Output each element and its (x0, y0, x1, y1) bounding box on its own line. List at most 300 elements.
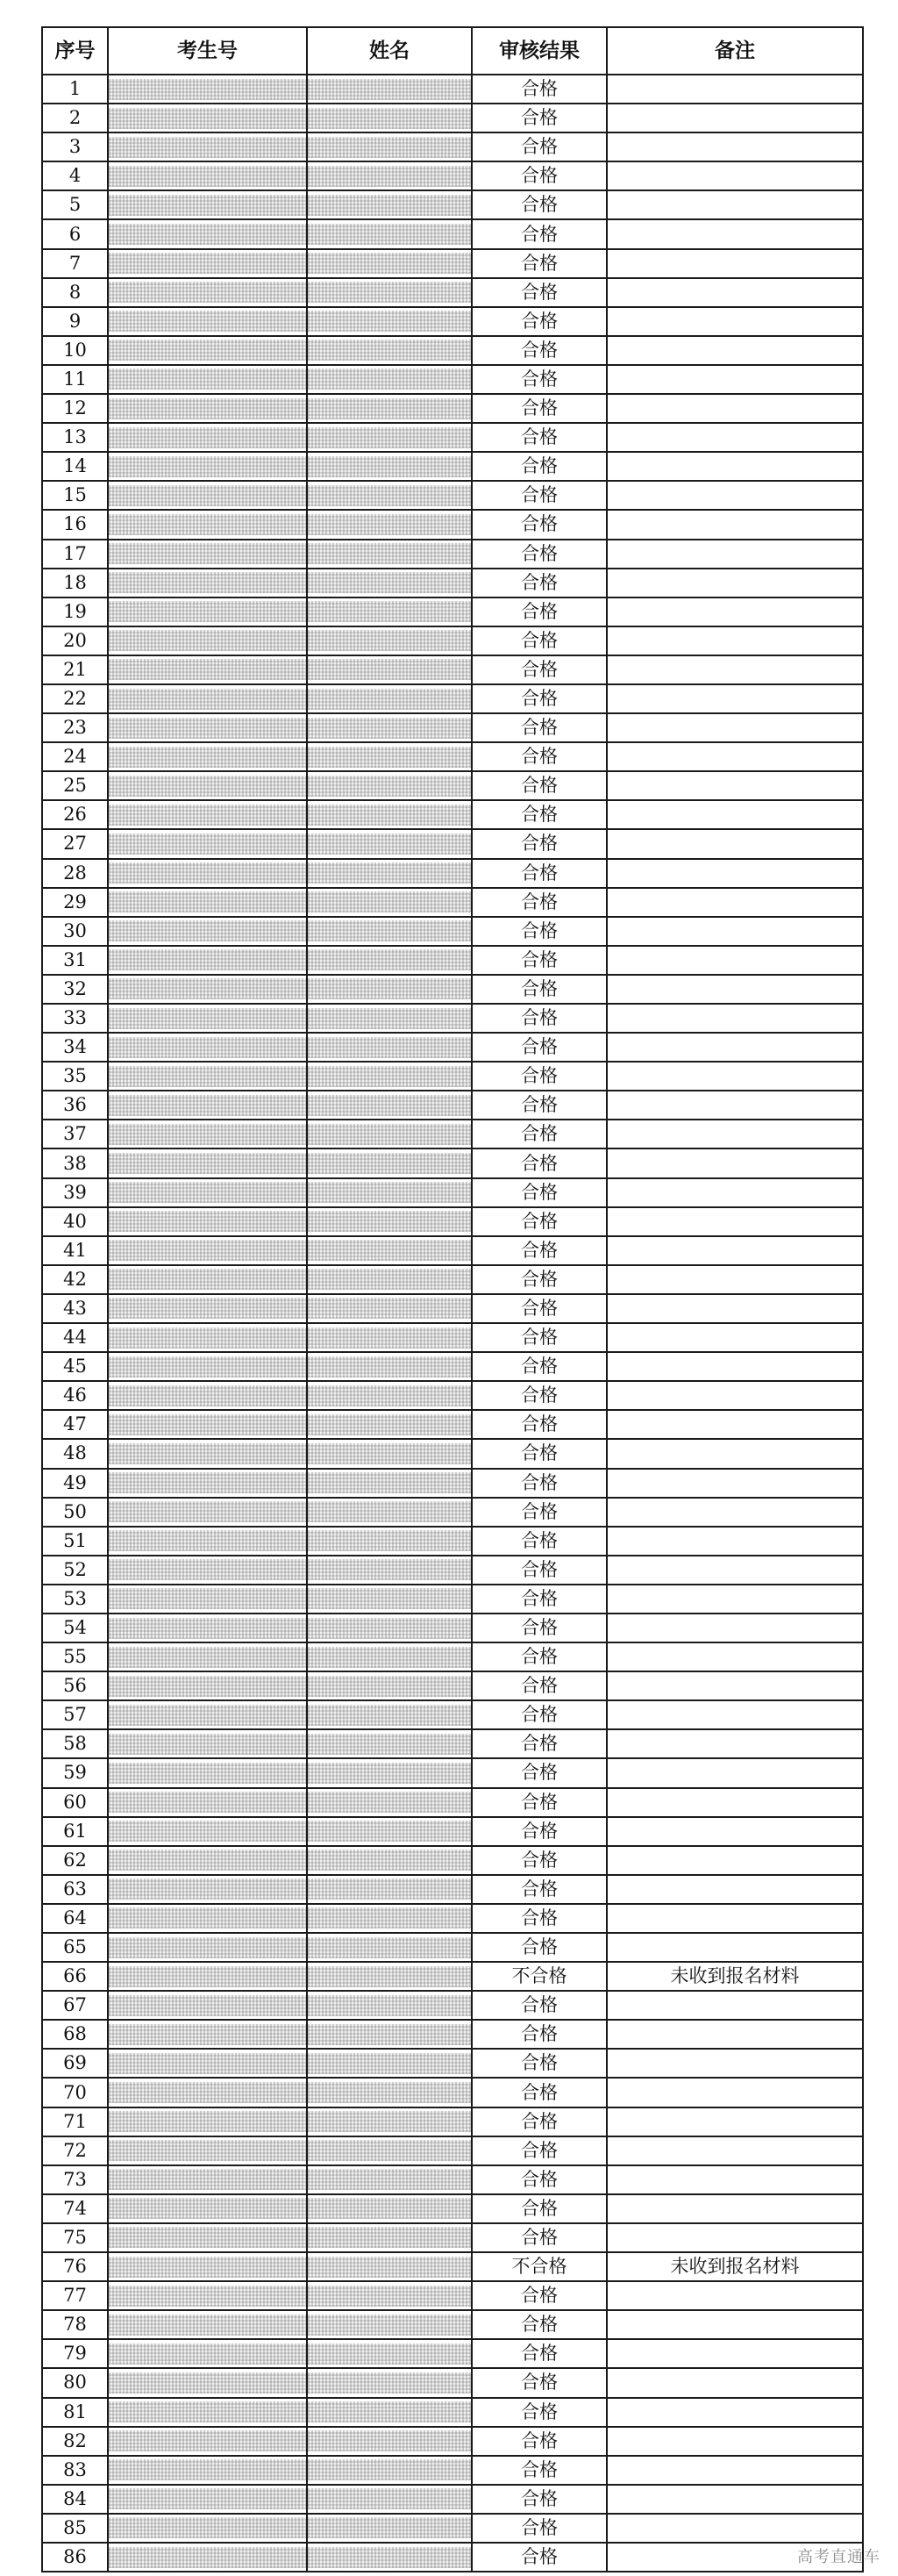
redaction-mask (109, 862, 306, 884)
cell-name-redacted (307, 1527, 472, 1556)
cell-serial-number: 4 (42, 161, 108, 190)
redaction-mask (308, 485, 471, 506)
cell-name-redacted (307, 1729, 472, 1758)
redaction-mask (308, 1298, 471, 1319)
redaction-mask (308, 1559, 471, 1580)
cell-name-redacted (307, 1381, 472, 1410)
table-row (42, 626, 863, 655)
redaction-mask (109, 949, 306, 970)
redaction-mask (308, 2315, 471, 2336)
redaction-mask (109, 224, 306, 245)
redaction-mask (308, 2140, 471, 2161)
cell-serial-number: 12 (42, 394, 108, 423)
cell-exam-id-redacted (108, 1469, 307, 1498)
cell-remark (607, 1817, 863, 1846)
redaction-mask (109, 427, 306, 448)
cell-review-result: 合格 (472, 1148, 607, 1177)
redaction-mask (308, 2343, 471, 2365)
redaction-mask (109, 1066, 306, 1087)
cell-exam-id-redacted (108, 1148, 307, 1177)
cell-serial-number: 82 (42, 2427, 108, 2456)
cell-name-redacted (307, 104, 472, 132)
cell-review-result: 合格 (472, 1033, 607, 1062)
redaction-mask (109, 1792, 306, 1813)
cell-remark (607, 1469, 863, 1498)
cell-review-result: 合格 (472, 1352, 607, 1381)
redaction-mask (109, 747, 306, 768)
cell-exam-id-redacted (108, 655, 307, 684)
redaction-mask (109, 340, 306, 361)
redaction-mask (308, 747, 471, 768)
cell-review-result: 合格 (472, 2281, 607, 2310)
cell-remark (607, 917, 863, 946)
redaction-mask (109, 1907, 306, 1928)
cell-serial-number: 14 (42, 452, 108, 481)
cell-exam-id-redacted (108, 1962, 307, 1991)
cell-review-result: 合格 (472, 2107, 607, 2136)
watermark-text: 高考直通车 (797, 2548, 880, 2566)
cell-exam-id-redacted (108, 394, 307, 423)
cell-serial-number: 28 (42, 859, 108, 888)
cell-exam-id-redacted (108, 278, 307, 307)
cell-review-result: 合格 (472, 2368, 607, 2397)
cell-remark (607, 219, 863, 248)
table-row (42, 1207, 863, 1236)
redaction-mask (109, 195, 306, 216)
cell-serial-number: 56 (42, 1671, 108, 1700)
cell-remark (607, 888, 863, 917)
cell-name-redacted (307, 1323, 472, 1352)
redaction-mask (308, 108, 471, 129)
cell-remark (607, 1178, 863, 1207)
cell-exam-id-redacted (108, 742, 307, 771)
table-row (42, 2136, 863, 2165)
cell-review-result: 合格 (472, 104, 607, 132)
cell-serial-number: 7 (42, 249, 108, 278)
redaction-mask (308, 311, 471, 332)
cell-exam-id-redacted (108, 336, 307, 365)
table-row (42, 1527, 863, 1556)
cell-remark (607, 1642, 863, 1671)
redaction-mask (109, 1298, 306, 1319)
redaction-mask (308, 1995, 471, 2016)
cell-review-result: 合格 (472, 1323, 607, 1352)
redaction-mask (308, 1240, 471, 1261)
cell-name-redacted (307, 540, 472, 569)
cell-exam-id-redacted (108, 1178, 307, 1207)
cell-review-result: 合格 (472, 684, 607, 713)
redaction-mask (109, 456, 306, 477)
cell-name-redacted (307, 2136, 472, 2165)
cell-remark (607, 742, 863, 771)
cell-serial-number: 5 (42, 190, 108, 219)
table-row (42, 278, 863, 307)
cell-review-result: 合格 (472, 1236, 607, 1265)
cell-remark (607, 1120, 863, 1148)
cell-name-redacted (307, 365, 472, 394)
table-row (42, 336, 863, 365)
cell-name-redacted (307, 1846, 472, 1875)
cell-serial-number: 39 (42, 1178, 108, 1207)
cell-name-redacted (307, 75, 472, 104)
cell-name-redacted (307, 1091, 472, 1120)
cell-name-redacted (307, 946, 472, 975)
cell-review-result: 合格 (472, 1469, 607, 1498)
redaction-mask (109, 805, 306, 826)
cell-serial-number: 30 (42, 917, 108, 946)
cell-name-redacted (307, 2281, 472, 2310)
cell-remark (607, 975, 863, 1004)
cell-exam-id-redacted (108, 2078, 307, 2107)
redaction-mask (109, 369, 306, 390)
cell-name-redacted (307, 1642, 472, 1671)
cell-review-result: 合格 (472, 278, 607, 307)
cell-review-result: 合格 (472, 2078, 607, 2107)
redaction-mask (308, 543, 471, 564)
redaction-mask (308, 949, 471, 970)
table-row (42, 2310, 863, 2339)
cell-serial-number: 51 (42, 1527, 108, 1556)
redaction-mask (308, 2517, 471, 2538)
cell-exam-id-redacted (108, 2107, 307, 2136)
table-row (42, 917, 863, 946)
cell-remark: 未收到报名材料 (607, 2252, 863, 2281)
cell-serial-number: 40 (42, 1207, 108, 1236)
cell-name-redacted (307, 1991, 472, 2020)
header-review-result: 审核结果 (472, 27, 607, 75)
cell-review-result: 合格 (472, 626, 607, 655)
cell-name-redacted (307, 1614, 472, 1642)
cell-serial-number: 58 (42, 1729, 108, 1758)
redaction-mask (308, 2488, 471, 2509)
redaction-mask (308, 369, 471, 390)
redaction-mask (308, 1850, 471, 1871)
cell-remark (607, 1265, 863, 1294)
cell-serial-number: 62 (42, 1846, 108, 1875)
cell-serial-number: 65 (42, 1933, 108, 1962)
cell-review-result: 合格 (472, 1207, 607, 1236)
cell-review-result: 合格 (472, 2310, 607, 2339)
cell-review-result: 合格 (472, 1846, 607, 1875)
cell-review-result: 不合格 (472, 1962, 607, 1991)
table-row (42, 975, 863, 1004)
header-serial-number: 序号 (42, 27, 108, 75)
cell-remark (607, 1729, 863, 1758)
cell-serial-number: 80 (42, 2368, 108, 2397)
cell-exam-id-redacted (108, 2223, 307, 2252)
redaction-mask (308, 1878, 471, 1900)
cell-exam-id-redacted (108, 2252, 307, 2281)
cell-exam-id-redacted (108, 1585, 307, 1614)
cell-exam-id-redacted (108, 1120, 307, 1148)
redaction-mask (308, 1966, 471, 1987)
cell-exam-id-redacted (108, 2456, 307, 2485)
redaction-mask (109, 2459, 306, 2480)
cell-exam-id-redacted (108, 481, 307, 510)
cell-review-result: 合格 (472, 2398, 607, 2427)
redaction-mask (308, 1763, 471, 1784)
redaction-mask (109, 689, 306, 710)
cell-name-redacted (307, 800, 472, 829)
cell-review-result: 合格 (472, 2339, 607, 2368)
cell-review-result: 合格 (472, 946, 607, 975)
cell-serial-number: 19 (42, 597, 108, 626)
cell-remark (607, 1700, 863, 1729)
cell-exam-id-redacted (108, 1439, 307, 1468)
redaction-mask (109, 1995, 306, 2016)
cell-name-redacted (307, 1933, 472, 1962)
table-row (42, 75, 863, 104)
cell-name-redacted (307, 1469, 472, 1498)
cell-name-redacted (307, 888, 472, 917)
cell-name-redacted (307, 1352, 472, 1381)
cell-name-redacted (307, 2514, 472, 2543)
cell-exam-id-redacted (108, 2136, 307, 2165)
redaction-mask (308, 1037, 471, 1058)
cell-review-result: 合格 (472, 2194, 607, 2223)
cell-exam-id-redacted (108, 2485, 307, 2514)
cell-exam-id-redacted (108, 1817, 307, 1846)
cell-exam-id-redacted (108, 1265, 307, 1294)
cell-review-result: 合格 (472, 569, 607, 597)
cell-review-result: 合格 (472, 1700, 607, 1729)
cell-name-redacted (307, 1700, 472, 1729)
table-row (42, 1410, 863, 1439)
cell-name-redacted (307, 1004, 472, 1033)
redaction-mask (308, 1907, 471, 1928)
cell-exam-id-redacted (108, 1294, 307, 1323)
table-row (42, 510, 863, 539)
cell-review-result: 合格 (472, 1381, 607, 1410)
cell-remark (607, 1875, 863, 1904)
redaction-mask (109, 1211, 306, 1232)
redaction-mask (308, 1443, 471, 1464)
cell-exam-id-redacted (108, 510, 307, 539)
cell-exam-id-redacted (108, 771, 307, 800)
redaction-mask (308, 1385, 471, 1406)
cell-review-result: 合格 (472, 132, 607, 161)
cell-serial-number: 10 (42, 336, 108, 365)
cell-serial-number: 85 (42, 2514, 108, 2543)
cell-serial-number: 68 (42, 2020, 108, 2049)
cell-remark (607, 2194, 863, 2223)
cell-review-result: 合格 (472, 2223, 607, 2252)
cell-name-redacted (307, 2078, 472, 2107)
cell-name-redacted (307, 2107, 472, 2136)
table-body (42, 75, 863, 2572)
cell-remark: 未收到报名材料 (607, 1962, 863, 1991)
table-row (42, 1178, 863, 1207)
cell-review-result: 合格 (472, 2020, 607, 2049)
cell-remark (607, 1991, 863, 2020)
redaction-mask (109, 514, 306, 535)
table-row (42, 597, 863, 626)
table-row (42, 742, 863, 771)
cell-serial-number: 78 (42, 2310, 108, 2339)
cell-exam-id-redacted (108, 1875, 307, 1904)
cell-serial-number: 72 (42, 2136, 108, 2165)
table-row (42, 1498, 863, 1527)
cell-name-redacted (307, 1033, 472, 1062)
table-row (42, 1788, 863, 1817)
redaction-mask (109, 2517, 306, 2538)
redaction-mask (308, 601, 471, 622)
cell-exam-id-redacted (108, 1004, 307, 1033)
redaction-mask (109, 2140, 306, 2161)
cell-review-result: 合格 (472, 771, 607, 800)
table-row (42, 2339, 863, 2368)
cell-serial-number: 11 (42, 365, 108, 394)
redaction-mask (308, 2286, 471, 2307)
redaction-mask (308, 891, 471, 912)
cell-remark (607, 2136, 863, 2165)
cell-name-redacted (307, 2543, 472, 2572)
cell-name-redacted (307, 655, 472, 684)
cell-serial-number: 60 (42, 1788, 108, 1817)
table-row (42, 1904, 863, 1933)
cell-exam-id-redacted (108, 1788, 307, 1817)
cell-remark (607, 1846, 863, 1875)
cell-exam-id-redacted (108, 2310, 307, 2339)
cell-review-result: 合格 (472, 2165, 607, 2194)
table-row (42, 800, 863, 829)
cell-review-result: 合格 (472, 1991, 607, 2020)
cell-name-redacted (307, 2339, 472, 2368)
cell-remark (607, 2427, 863, 2456)
cell-serial-number: 35 (42, 1062, 108, 1091)
cell-name-redacted (307, 336, 472, 365)
redaction-mask (308, 427, 471, 448)
cell-exam-id-redacted (108, 1556, 307, 1585)
redaction-mask (308, 1414, 471, 1435)
cell-serial-number: 23 (42, 713, 108, 742)
cell-serial-number: 70 (42, 2078, 108, 2107)
cell-serial-number: 61 (42, 1817, 108, 1846)
table-row (42, 481, 863, 510)
table-row (42, 161, 863, 190)
cell-serial-number: 15 (42, 481, 108, 510)
table-row (42, 394, 863, 423)
cell-exam-id-redacted (108, 1614, 307, 1642)
cell-exam-id-redacted (108, 800, 307, 829)
redaction-mask (308, 2459, 471, 2480)
table-row (42, 540, 863, 569)
cell-serial-number: 34 (42, 1033, 108, 1062)
cell-name-redacted (307, 2223, 472, 2252)
cell-exam-id-redacted (108, 1642, 307, 1671)
redaction-mask (308, 718, 471, 739)
cell-remark (607, 452, 863, 481)
cell-serial-number: 50 (42, 1498, 108, 1527)
header-name: 姓名 (307, 27, 472, 75)
table-row (42, 1469, 863, 1498)
cell-name-redacted (307, 481, 472, 510)
redaction-mask (109, 1153, 306, 1174)
cell-exam-id-redacted (108, 1323, 307, 1352)
redaction-mask (308, 2227, 471, 2248)
cell-remark (607, 2310, 863, 2339)
cell-serial-number: 33 (42, 1004, 108, 1033)
cell-serial-number: 1 (42, 75, 108, 104)
cell-review-result: 合格 (472, 1904, 607, 1933)
cell-review-result: 合格 (472, 655, 607, 684)
redaction-mask (109, 1618, 306, 1639)
cell-remark (607, 2281, 863, 2310)
cell-exam-id-redacted (108, 829, 307, 858)
cell-serial-number: 36 (42, 1091, 108, 1120)
cell-remark (607, 307, 863, 336)
cell-serial-number: 74 (42, 2194, 108, 2223)
cell-review-result: 合格 (472, 2456, 607, 2485)
cell-exam-id-redacted (108, 1381, 307, 1410)
table-row (42, 1846, 863, 1875)
table-row (42, 104, 863, 132)
cell-remark (607, 1585, 863, 1614)
cell-serial-number: 20 (42, 626, 108, 655)
cell-review-result: 合格 (472, 2543, 607, 2572)
cell-remark (607, 1410, 863, 1439)
cell-remark (607, 510, 863, 539)
redaction-mask (109, 2169, 306, 2190)
table-row (42, 1294, 863, 1323)
cell-name-redacted (307, 132, 472, 161)
cell-review-result: 合格 (472, 2049, 607, 2078)
redaction-mask (109, 1414, 306, 1435)
redaction-mask (308, 2082, 471, 2103)
redaction-mask (308, 1472, 471, 1493)
cell-name-redacted (307, 1294, 472, 1323)
redaction-mask (308, 776, 471, 797)
cell-serial-number: 69 (42, 2049, 108, 2078)
cell-serial-number: 22 (42, 684, 108, 713)
redaction-mask (109, 137, 306, 158)
cell-exam-id-redacted (108, 2514, 307, 2543)
cell-serial-number: 55 (42, 1642, 108, 1671)
cell-review-result: 合格 (472, 1671, 607, 1700)
redaction-mask (109, 2430, 306, 2451)
cell-name-redacted (307, 2398, 472, 2427)
cell-remark (607, 481, 863, 510)
redaction-mask (308, 978, 471, 999)
cell-name-redacted (307, 219, 472, 248)
cell-review-result: 合格 (472, 1294, 607, 1323)
cell-review-result: 合格 (472, 423, 607, 452)
redaction-mask (109, 718, 306, 739)
redaction-mask (308, 253, 471, 274)
table-row (42, 1004, 863, 1033)
cell-name-redacted (307, 1062, 472, 1091)
redaction-mask (308, 1676, 471, 1697)
cell-remark (607, 1498, 863, 1527)
cell-name-redacted (307, 278, 472, 307)
cell-review-result: 合格 (472, 1498, 607, 1527)
table-row (42, 1585, 863, 1614)
cell-serial-number: 3 (42, 132, 108, 161)
table-row (42, 2485, 863, 2514)
cell-exam-id-redacted (108, 1207, 307, 1236)
cell-review-result: 合格 (472, 2136, 607, 2165)
cell-exam-id-redacted (108, 713, 307, 742)
redaction-mask (308, 514, 471, 535)
cell-serial-number: 71 (42, 2107, 108, 2136)
redaction-mask (308, 1937, 471, 1958)
table-row (42, 1062, 863, 1091)
table-row (42, 829, 863, 858)
redaction-mask (109, 1385, 306, 1406)
redaction-mask (308, 1647, 471, 1668)
redaction-mask (109, 1356, 306, 1377)
cell-review-result: 合格 (472, 917, 607, 946)
